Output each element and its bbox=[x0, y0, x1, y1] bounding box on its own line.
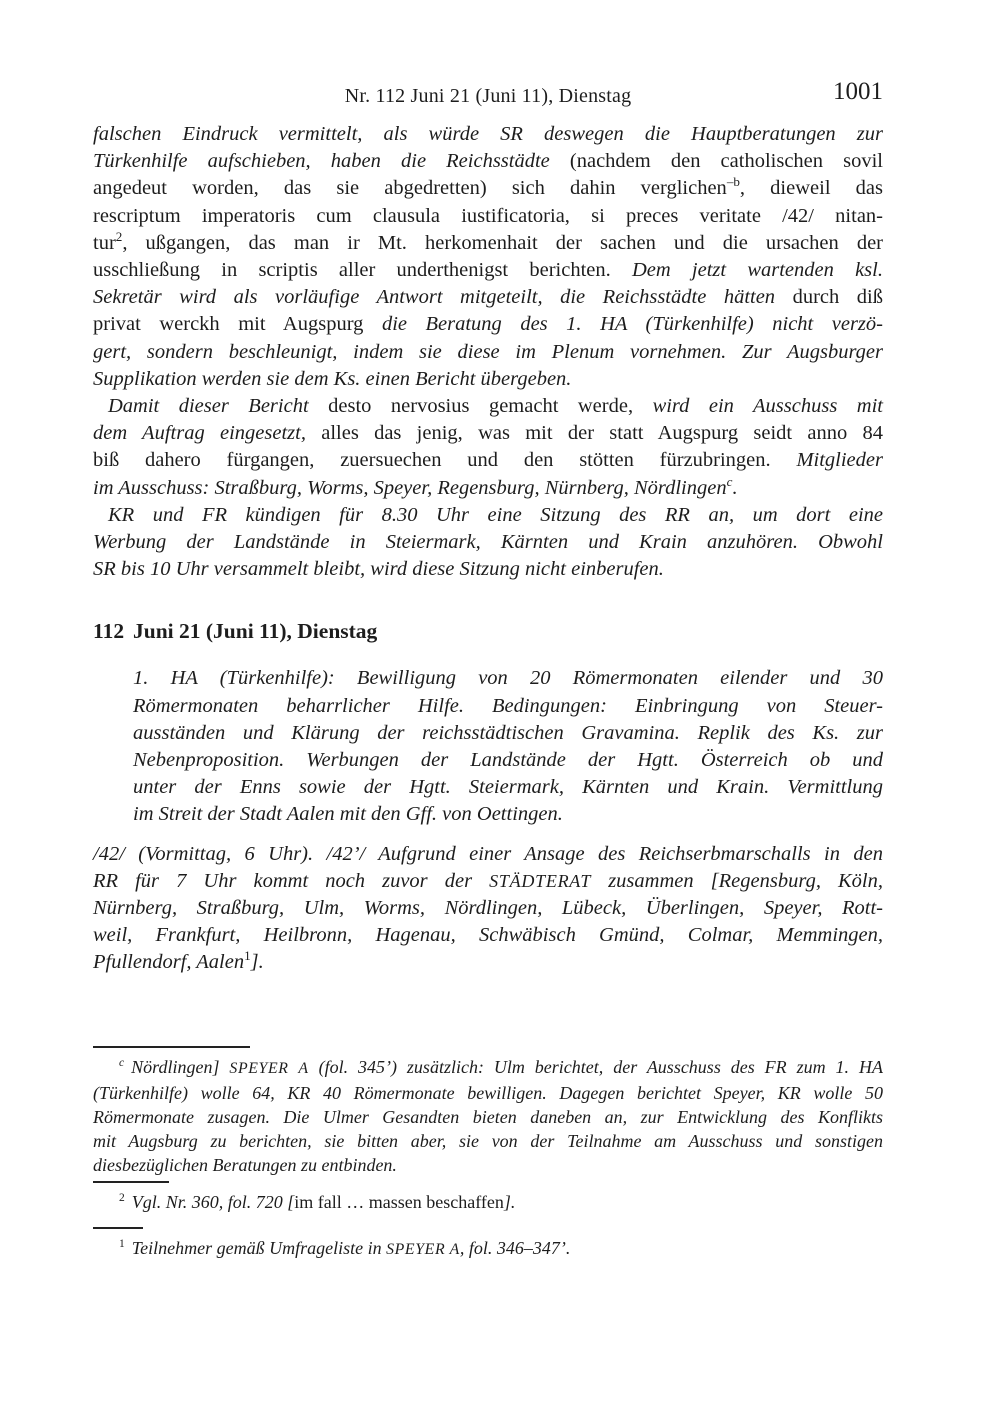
text-block bbox=[93, 78, 884, 1262]
text-line bbox=[133, 747, 883, 774]
entry-number: 112 bbox=[93, 619, 125, 644]
text-segment: im fall … massen beschaffen bbox=[294, 1191, 504, 1212]
text-line bbox=[93, 257, 883, 284]
text-segment: angedeut worden, das sie abgedretten) sich dahin verglichen bbox=[93, 177, 727, 200]
text-segment: /42/ (Vormittag, 6 Uhr). /42’/ Aufgrund einer Ansage des Reichserbmarschalls in den bbox=[93, 842, 883, 865]
text-segment: (fol. 345’) zusätzlich: Ulm berichtet, der Ausschuss des FR zum 1. HA bbox=[308, 1056, 883, 1077]
text-segment: Römermonate zusagen. Die Ulmer Gesandten bieten daneben an, zur Entwicklung des Konflikts bbox=[93, 1106, 883, 1127]
text-segment: , dieweil das bbox=[739, 177, 883, 200]
text-segment: RR für 7 Uhr kommt noch zuvor der bbox=[93, 869, 490, 892]
text-segment: Pfullendorf, Aalen bbox=[93, 951, 245, 974]
text-line bbox=[93, 203, 883, 230]
text-line bbox=[93, 922, 883, 949]
text-line bbox=[93, 1055, 883, 1081]
text-segment: im Streit der Stadt Aalen mit den Gff. von Oettingen. bbox=[133, 803, 563, 826]
text-line bbox=[93, 1236, 883, 1262]
text-line bbox=[133, 774, 883, 801]
text-segment: Mitglieder bbox=[796, 449, 883, 472]
text-segment: Türkenhilfe aufschieben, haben die Reichsstädte bbox=[93, 150, 570, 173]
text-line bbox=[93, 529, 883, 556]
text-line bbox=[93, 1081, 883, 1105]
text-segment: gert, sondern beschleunigt, indem sie diese im Plenum vornehmen. Zur Augsburger bbox=[93, 340, 883, 363]
superscript-mark: –b bbox=[726, 174, 740, 190]
text-segment: (Türkenhilfe) wolle 64, KR 40 Römermonate bewilligen. Dagegen berichtet Speyer, KR wolle 50 bbox=[93, 1082, 883, 1103]
text-segment: , fol. 346–347’. bbox=[459, 1237, 571, 1258]
text-line bbox=[93, 949, 883, 976]
text-line bbox=[93, 556, 883, 583]
text-segment: ausständen und Klärung der reichsstädtischen Gravamina. Replik des Ks. zur bbox=[133, 721, 883, 744]
text-segment: Dem jetzt wartenden ksl. bbox=[631, 259, 883, 282]
superscript-mark: c bbox=[119, 1056, 125, 1069]
superscript-mark: c bbox=[726, 473, 733, 489]
text-segment: im Ausschuss: Straßburg, Worms, Speyer, Regensburg, Nürnberg, Nördlingen bbox=[93, 476, 727, 499]
page-number: 1001 bbox=[833, 78, 883, 105]
footnote-rule bbox=[93, 1227, 143, 1229]
text-segment: Nebenproposition. Werbungen der Landstände der Hgtt. Österreich ob und bbox=[133, 749, 883, 772]
text-line bbox=[93, 475, 883, 502]
text-line bbox=[93, 393, 883, 420]
superscript-mark: 2 bbox=[119, 1191, 125, 1204]
text-segment: wird ein Ausschuss mit bbox=[652, 395, 883, 418]
text-line bbox=[93, 121, 883, 148]
text-segment: mit Augsburg zu berichten, sie bitten aber, sie von der Teilnahme am Ausschuss und sonstigen bbox=[93, 1130, 883, 1151]
text-segment: zusammen [Regensburg, Köln, bbox=[591, 869, 883, 892]
text-segment: usschließung in scriptis aller underthenigst berichten. bbox=[93, 259, 632, 282]
text-line bbox=[93, 895, 883, 922]
superscript-mark: 1 bbox=[244, 948, 251, 964]
page-header bbox=[93, 78, 883, 108]
text-segment: . bbox=[732, 476, 738, 499]
text-line bbox=[133, 665, 883, 692]
text-line bbox=[133, 693, 883, 720]
text-line bbox=[93, 284, 883, 311]
text-line bbox=[133, 720, 883, 747]
paragraph-sitzung bbox=[93, 502, 883, 584]
entry-title: Juni 21 (Juni 11), Dienstag bbox=[133, 619, 378, 644]
entry-heading bbox=[93, 617, 883, 645]
text-line bbox=[93, 841, 883, 868]
text-segment: Nürnberg, Straßburg, Ulm, Worms, Nördlingen, Lübeck, Überlingen, Speyer, Rott- bbox=[93, 897, 883, 920]
text-segment: SPEYER A bbox=[229, 1059, 309, 1077]
text-segment: biß dahero fürgangen, zuersuechen und den stötten fürzubringen. bbox=[93, 449, 797, 472]
text-segment: SPEYER A bbox=[386, 1240, 460, 1258]
text-line bbox=[93, 502, 883, 529]
text-segment: dem Auftrag eingesetzt, bbox=[93, 422, 322, 445]
text-segment: Nördlingen] bbox=[131, 1056, 230, 1077]
text-segment: Sekretär wird als vorläufige Antwort mitgeteilt, die Reichsstädte hätten bbox=[93, 286, 793, 309]
text-segment: Vgl. Nr. 360, fol. 720 [ bbox=[131, 1191, 295, 1212]
text-segment: unter der Enns sowie der Hgtt. Steiermark, Kärnten und Krain. Vermittlung bbox=[133, 776, 883, 799]
footnote-rule bbox=[93, 1046, 250, 1048]
text-segment: 1. HA (Türkenhilfe): Bewilligung von 20 Römermonaten eilender und 30 bbox=[133, 667, 883, 690]
superscript-mark: 1 bbox=[119, 1237, 125, 1250]
text-line bbox=[93, 868, 883, 895]
text-line bbox=[133, 801, 883, 828]
text-line bbox=[93, 1129, 883, 1153]
paragraph-ausschuss bbox=[93, 393, 883, 502]
text-segment: durch diß bbox=[792, 286, 883, 309]
text-segment: , ußgangen, das man ir Mt. herkomenhait der sachen und die ursachen der bbox=[122, 231, 883, 254]
text-line bbox=[93, 175, 883, 202]
text-segment: SR bis 10 Uhr versammelt bleibt, wird diese Sitzung nicht einberufen. bbox=[93, 558, 664, 581]
text-line bbox=[93, 1190, 883, 1214]
paragraph-protocol bbox=[93, 841, 883, 977]
text-line bbox=[93, 311, 883, 338]
text-line bbox=[93, 420, 883, 447]
text-segment: STÄDTERAT bbox=[489, 870, 592, 891]
text-segment: Damit dieser Bericht bbox=[108, 395, 329, 418]
text-segment: ]. bbox=[503, 1191, 516, 1212]
text-segment: die Beratung des 1. HA (Türkenhilfe) nicht verzö- bbox=[381, 313, 883, 336]
text-line bbox=[93, 1153, 883, 1177]
text-segment: KR und FR kündigen für 8.30 Uhr eine Sitzung des RR an, um dort eine bbox=[108, 503, 883, 526]
entry-summary bbox=[133, 665, 883, 828]
footnote-c bbox=[93, 1055, 883, 1177]
text-segment: desto nervosius gemacht werde, bbox=[328, 395, 653, 418]
text-segment: ]. bbox=[250, 951, 264, 974]
superscript-mark: 2 bbox=[115, 228, 123, 244]
paragraph-continuation bbox=[93, 121, 883, 393]
text-segment: Werbung der Landstände in Steiermark, Kärnten und Krain anzuhören. Obwohl bbox=[93, 531, 883, 554]
running-title: Nr. 112 Juni 21 (Juni 11), Dienstag bbox=[344, 85, 632, 107]
text-segment: falschen Eindruck vermittelt, als würde SR deswegen die Hauptberatungen zur bbox=[93, 123, 883, 145]
text-line bbox=[93, 148, 883, 175]
text-line bbox=[93, 1105, 883, 1129]
footnote-rule bbox=[93, 1181, 169, 1183]
text-segment: Teilnehmer gemäß Umfrageliste in bbox=[131, 1237, 387, 1258]
text-segment: privat werckh mit Augspurg bbox=[93, 313, 382, 336]
text-segment: weil, Frankfurt, Heilbronn, Hagenau, Schwäbisch Gmünd, Colmar, Memmingen, bbox=[93, 924, 883, 947]
text-segment: Supplikation werden sie dem Ks. einen Bericht übergeben. bbox=[93, 367, 572, 390]
text-line bbox=[93, 366, 883, 393]
text-segment: alles das jenig, was mit der statt Augspurg seidt anno 84 bbox=[321, 422, 883, 445]
footnote-1 bbox=[93, 1236, 883, 1262]
text-segment: (nachdem den catholischen sovil bbox=[569, 150, 884, 173]
footnote-area bbox=[93, 1046, 883, 1262]
text-line bbox=[93, 447, 883, 474]
text-line bbox=[93, 230, 883, 257]
text-segment: Römermonaten beharrlicher Hilfe. Bedingungen: Einbringung von Steuer- bbox=[133, 694, 883, 717]
text-segment: diesbezüglichen Beratungen zu entbinden. bbox=[93, 1154, 397, 1175]
text-line bbox=[93, 339, 883, 366]
footnote-2 bbox=[93, 1190, 883, 1214]
text-segment: rescriptum imperatoris cum clausula iustificatoria, si preces veritate /42/ nitan- bbox=[93, 204, 883, 227]
text-segment: tur bbox=[93, 231, 116, 254]
